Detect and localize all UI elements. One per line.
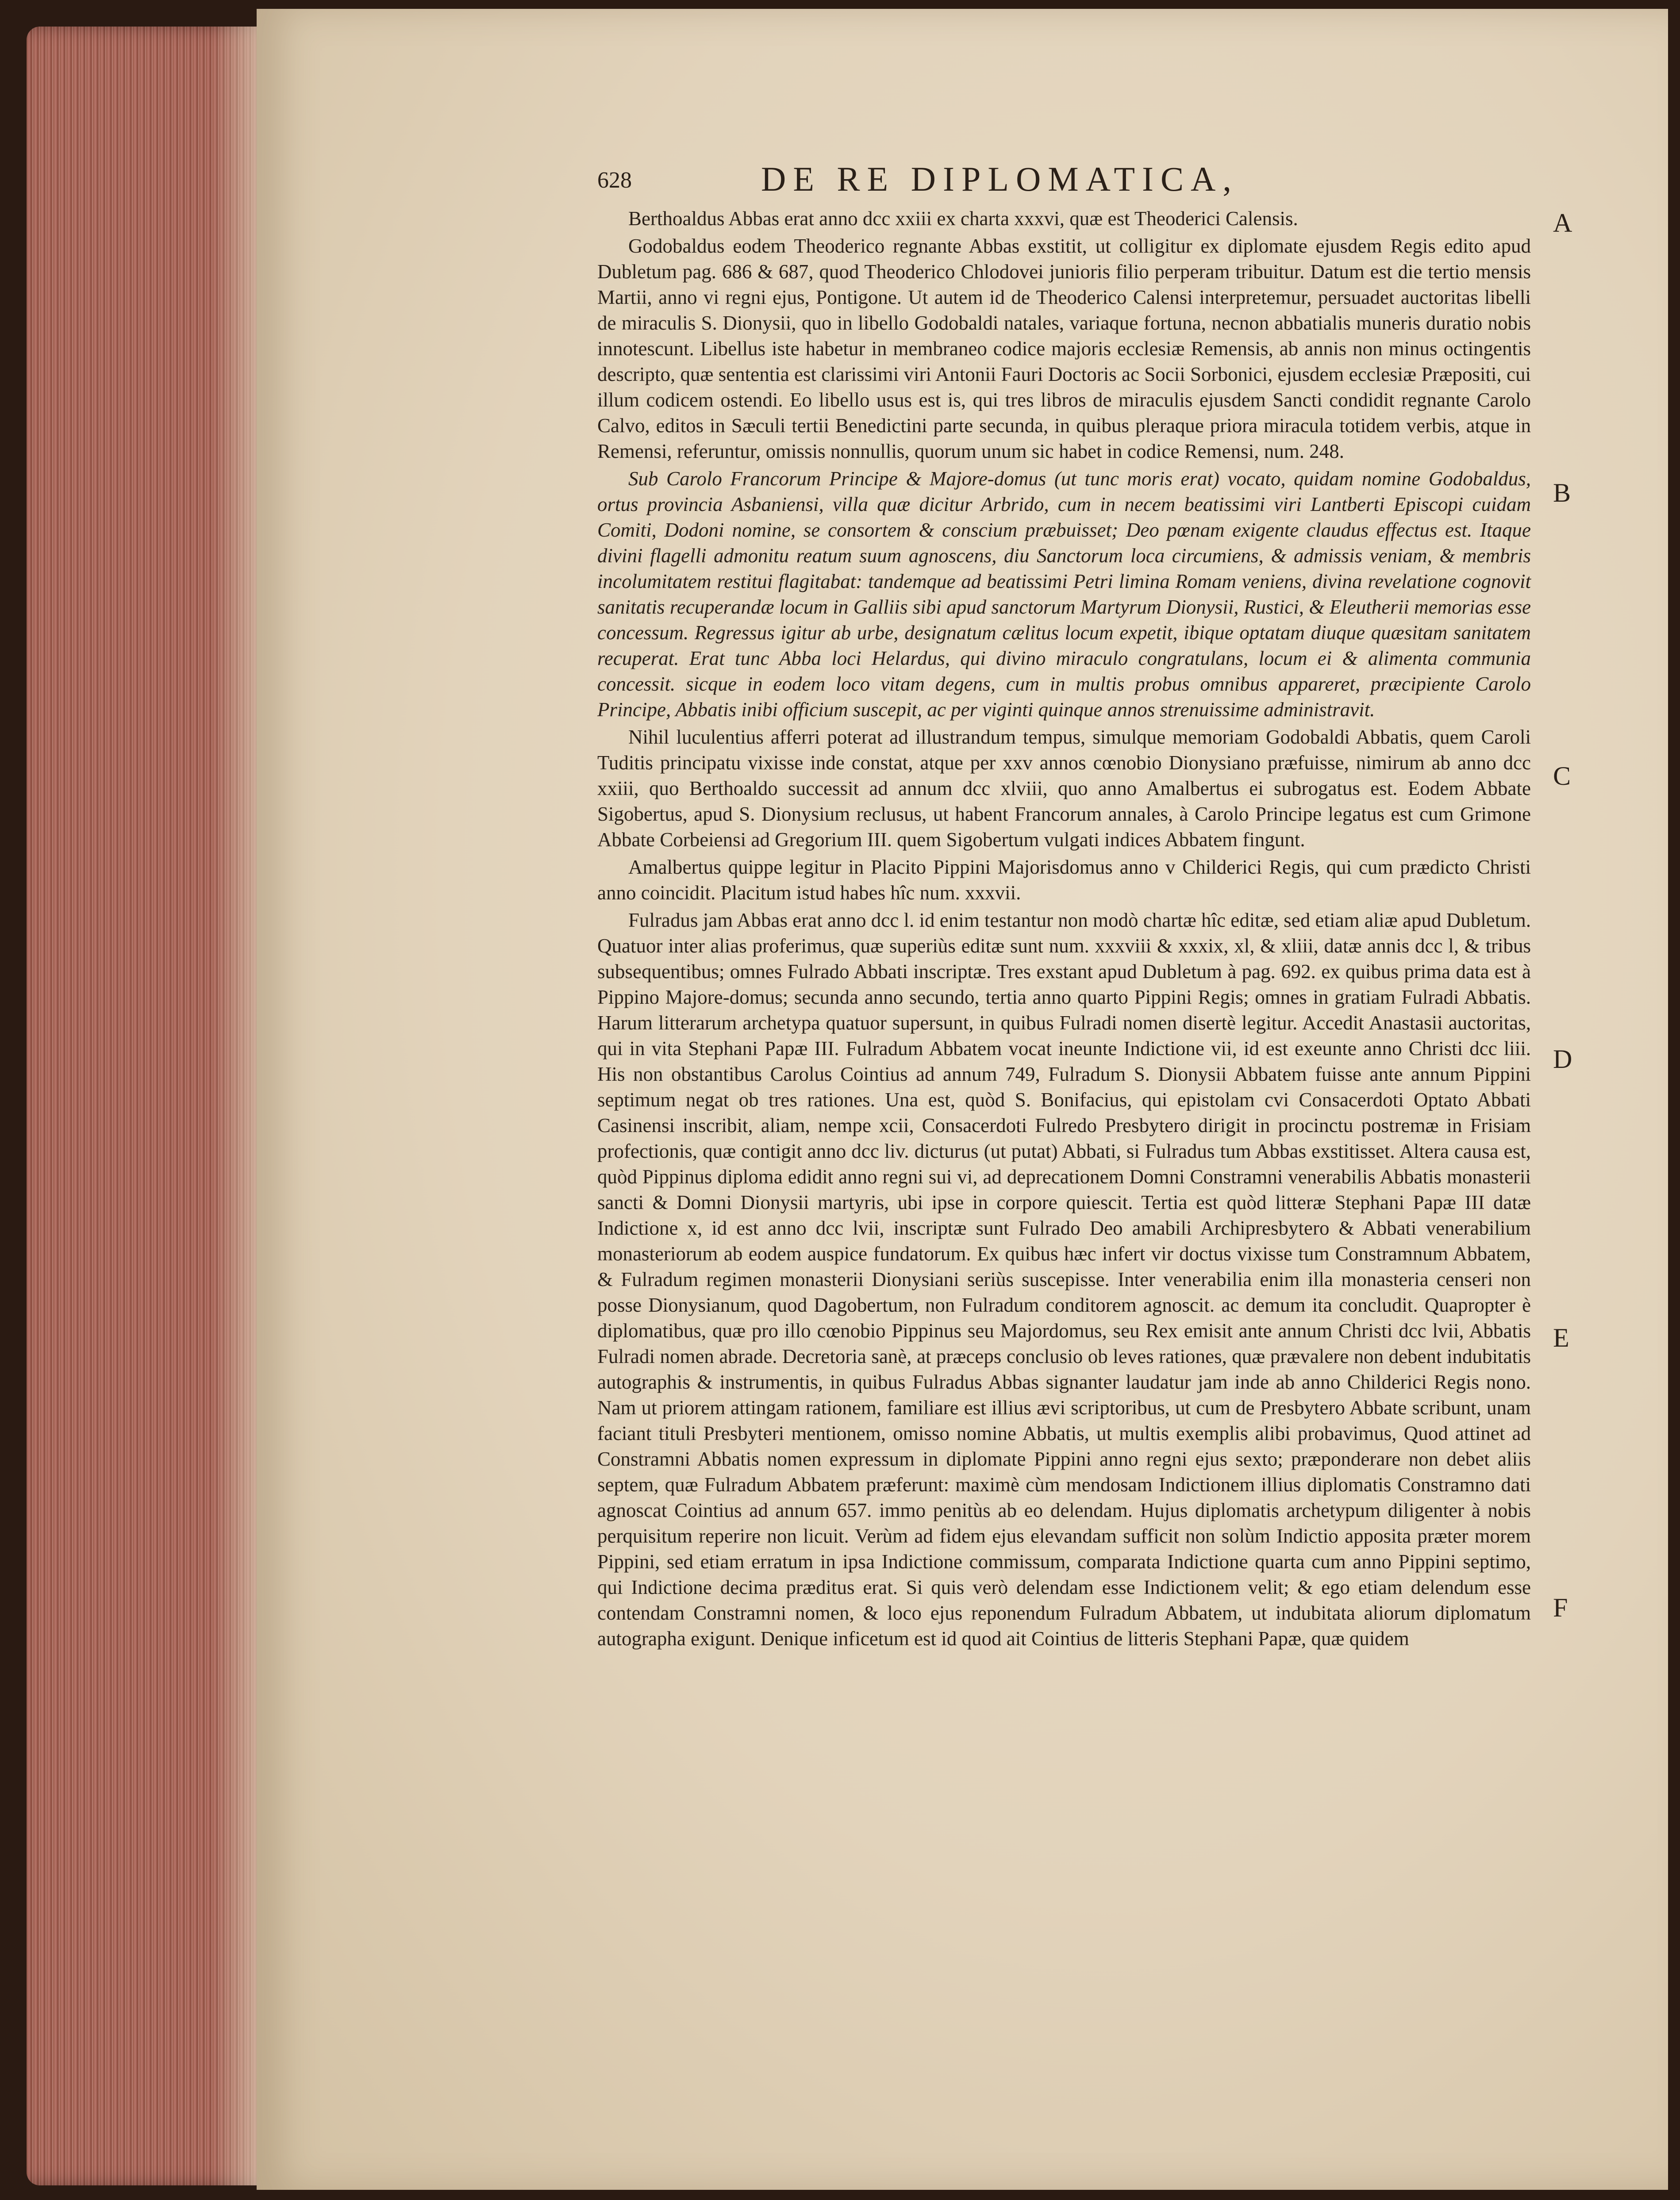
running-head: DE RE DIPLOMATICA, — [761, 160, 1238, 198]
page-header — [597, 159, 1571, 199]
paragraph-commentary: Nihil luculentius afferri poterat ad illustrandum tempus, simulque memoriam Godobaldi Abbatis, quem Caroli Tuditis principatu vixisse inde constat, atque per xxv annos cœnobio Dionysiano præfuisse, nimirum ab anno dcc xxiii, quo Berthoaldo successit ad annum dcc xlviii, quo anno Amalbertus ei subrogatus est. Eodem Abbate Sigobertus, apud S. Dionysium reclusus, ut habent Francorum annales, à Carolo Principe legatus est cum Grimone Abbate Corbeiensi ad Gregorium III. quem Sigobertum vulgati indices Abbatem fingunt. — [597, 726, 1531, 851]
paragraph-fulradus: Fulradus jam Abbas erat anno dcc l. id enim testantur non modò chartæ hîc editæ, sed etiam aliæ apud Dubletum. Quatuor inter alias proferimus, quæ superiùs editæ sunt num. xxxviii & xxxix, xl, & xliii, datæ annis dcc l, & tribus subsequentibus; omnes Fulrado Abbati inscriptæ. Tres exstant apud Dubletum à pag. 692. ex quibus prima data est à Pippino Majore-domus; secunda anno secundo, tertia anno quarto Pippini Regis; omnes in gratiam Fulradi Abbatis. Harum litterarum archetypa quatuor supersunt, in quibus Fulradi nomen disertè legitur. Accedit Anastasii auctoritas, qui in vita Stephani Papæ III. Fulradum Abbatem vocat ineunte Indictione vii, id est exeunte anno Christi dcc liii. His non obstantibus Carolus Cointius ad annum 749, Fulradum S. Dionysii Abbatem fuisse ante annum Pippini septimum negat ob tres rationes. Una est, quòd S. Bonifacius, qui epistolam cvi Consacerdoti Optato Abbati Casinensi inscribit, aliam, nempe xcii, Consacerdoti Fulredo Presbytero dirigit in procinctu postremæ in Frisiam profectionis, quæ contigit anno dcc liv. dicturus (ut putat) Abbati, si Fulradus tum Abbas exstitisset. Altera causa est, quòd Pippinus diploma edidit anno regni sui vi, ad deprecationem Domni Constramni venerabilis Abbatis monasterii sancti & Domni Dionysii martyris, ubi ipse in corpore quiescit. Tertia est quòd litteræ Stephani Papæ III datæ Indictione x, id est anno dcc lvii, inscriptæ sunt Fulrado Deo amabili Archipresbytero & Abbati venerabilium monasteriorum ab eodem auspice fundatorum. Ex quibus hæc infert vir doctus vixisse tum Constramnum Abbatem, & Fulradum regimen monasterii Dionysiani seriùs suscepisse. Inter venerabilia enim illa monasteria censeri non posse Dionysianum, quod Dagobertum, non Fulradum conditorem agnoscit. ac demum ita concludit. Quapropter è diplomatibus, quæ pro illo cœnobio Pippinus seu Majordomus, seu Rex emisit ante annum Christi dcc lvii, Abbatis Fulradi nomen abrade. Decretoria sanè, at præceps conclusio ob leves rationes, quæ prævalere non debent indubitatis autographis & instrumentis, in quibus Fulradus Abbas signanter laudatur jam inde ab anno Childerici Regis nono. Nam ut priorem attingam rationem, familiare est illius ævi scriptoribus, ut cum de Presbytero Abbate scribunt, unam faciant tituli Presbyteri mentionem, omisso nomine Abbatis, ut multis exemplis alibi probavimus, Quod attinet ad Constramni Abbatis nomen expressum in diplomate Pippini anno regni ejus sexto; præponderare non debet aliis septem, quæ Fulradum Abbatem præferunt: maximè cùm mendosam Indictionem illius diplomatis Constramno dati agnoscat Cointius ad annum 657. immo penitùs ab eo delendam. Hujus diplomatis archetypum diligenter à nobis perquisitum reperire non licuit. Verùm ad fidem ejus elevandam sufficit non solùm Indictio apposita præter morem Pippini, sed etiam erratum in ipsa Indictione commissum, comparata Indictione quarta cum anno Pippini septimo, qui Indictione decima præditus erat. Si quis verò delendam esse Indictionem velit; & ego etiam delendum esse contendam Constramni nomen, & loco ejus reponendum Fulradum Abbatem, ut indubitata aliorum diplomatum autographa exigunt. Denique inficetum est id quod ait Cointius de litteris Stephani Papæ, quæ quidem — [597, 909, 1531, 1650]
margin-letter-d: D — [1553, 1044, 1572, 1074]
margin-letter-f: F — [1553, 1593, 1568, 1622]
margin-letter-c: C — [1553, 761, 1571, 791]
paragraph-quotation: Sub Carolo Francorum Principe & Majore-domus (ut tunc moris erat) vocato, quidam nomine Godobaldus, ortus provincia Asbaniensi, villa quæ dicitur Arbrido, cum in necem beatissimi viri Lantberti Episcopi cuidam Comiti, Dodoni nomine, se consortem & conscium præbuisset; Deo pœnam exigente claudus effectus est. Itaque divini flagelli admonitu reatum suum agnoscens, diu Sanctorum loca circumiens, & admissis veniam, & membris incolumitatem restitui flagitabat: tandemque ad beatissimi Petri limina Romam veniens, divina revelatione cognovit sanitatis recuperandæ locum in Galliis sibi apud sanctorum Martyrum Dionysii, Rustici, & Eleutherii memorias esse concessum. Regressus igitur ab urbe, designatum cælitus locum expetit, ibique optatam diuque quæsitam sanitatem recuperat. Erat tunc Abba loci Helardus, qui divino miraculo congratulans, locum ei & alimenta communia concessit. sicque in eodem loco vitam degens, cum in multis probus omnibus appareret, præcipiente Carolo Principe, Abbatis inibi officium suscepit, ac per viginti quinque annos strenuissime administravit. — [597, 468, 1531, 721]
paragraph-godobaldus: Godobaldus eodem Theoderico regnante Abbas exstitit, ut colligitur ex diplomate ejusdem Regis edito apud Dubletum pag. 686 & 687, quod Theoderico Chlodovei junioris filio perperam tribuitur. Datum est die tertio mensis Martii, anno vi regni ejus, Pontigone. Ut autem id de Theoderico Calensi interpretemur, persuadet auctoritas libelli de miraculis S. Dionysii, quo in libello Godobaldi natales, variaque fortuna, necnon abbatialis muneris duratio nobis innotescunt. Libellus iste habetur in membraneo codice majoris ecclesiæ Remensis, ab annis non minus octingentis descripto, quæ sententia est clarissimi viri Antonii Fauri Doctoris ac Socii Sorbonici, ejusdem ecclesiæ Præpositi, cui illum codicem ostendi. Eo libello usus est is, qui tres libros de miraculis ejusdem Sancti condidit regnante Carolo Calvo, editos in Sæculi tertii Benedictini parte secunda, in quibus pleraque priora miracula totidem verbis, atque in Remensi, referuntur, omissis nonnullis, quorum unum sic habet in codice Remensi, num. 248. — [597, 235, 1531, 462]
paragraph-berthoaldus: Berthoaldus Abbas erat anno dcc xxiii ex charta xxxvi, quæ est Theoderici Calensis. — [628, 207, 1298, 230]
body-text — [597, 206, 1531, 1653]
page-number: 628 — [597, 168, 632, 193]
paragraph-amalbertus: Amalbertus quippe legitur in Placito Pippini Majorisdomus anno v Childerici Regis, qui cum prædicto Christi anno coincidit. Placitum istud habes hîc num. xxxvii. — [597, 856, 1531, 904]
margin-letter-e: E — [1553, 1323, 1569, 1352]
margin-letter-a: A — [1553, 208, 1572, 238]
margin-letter-b: B — [1553, 478, 1571, 507]
